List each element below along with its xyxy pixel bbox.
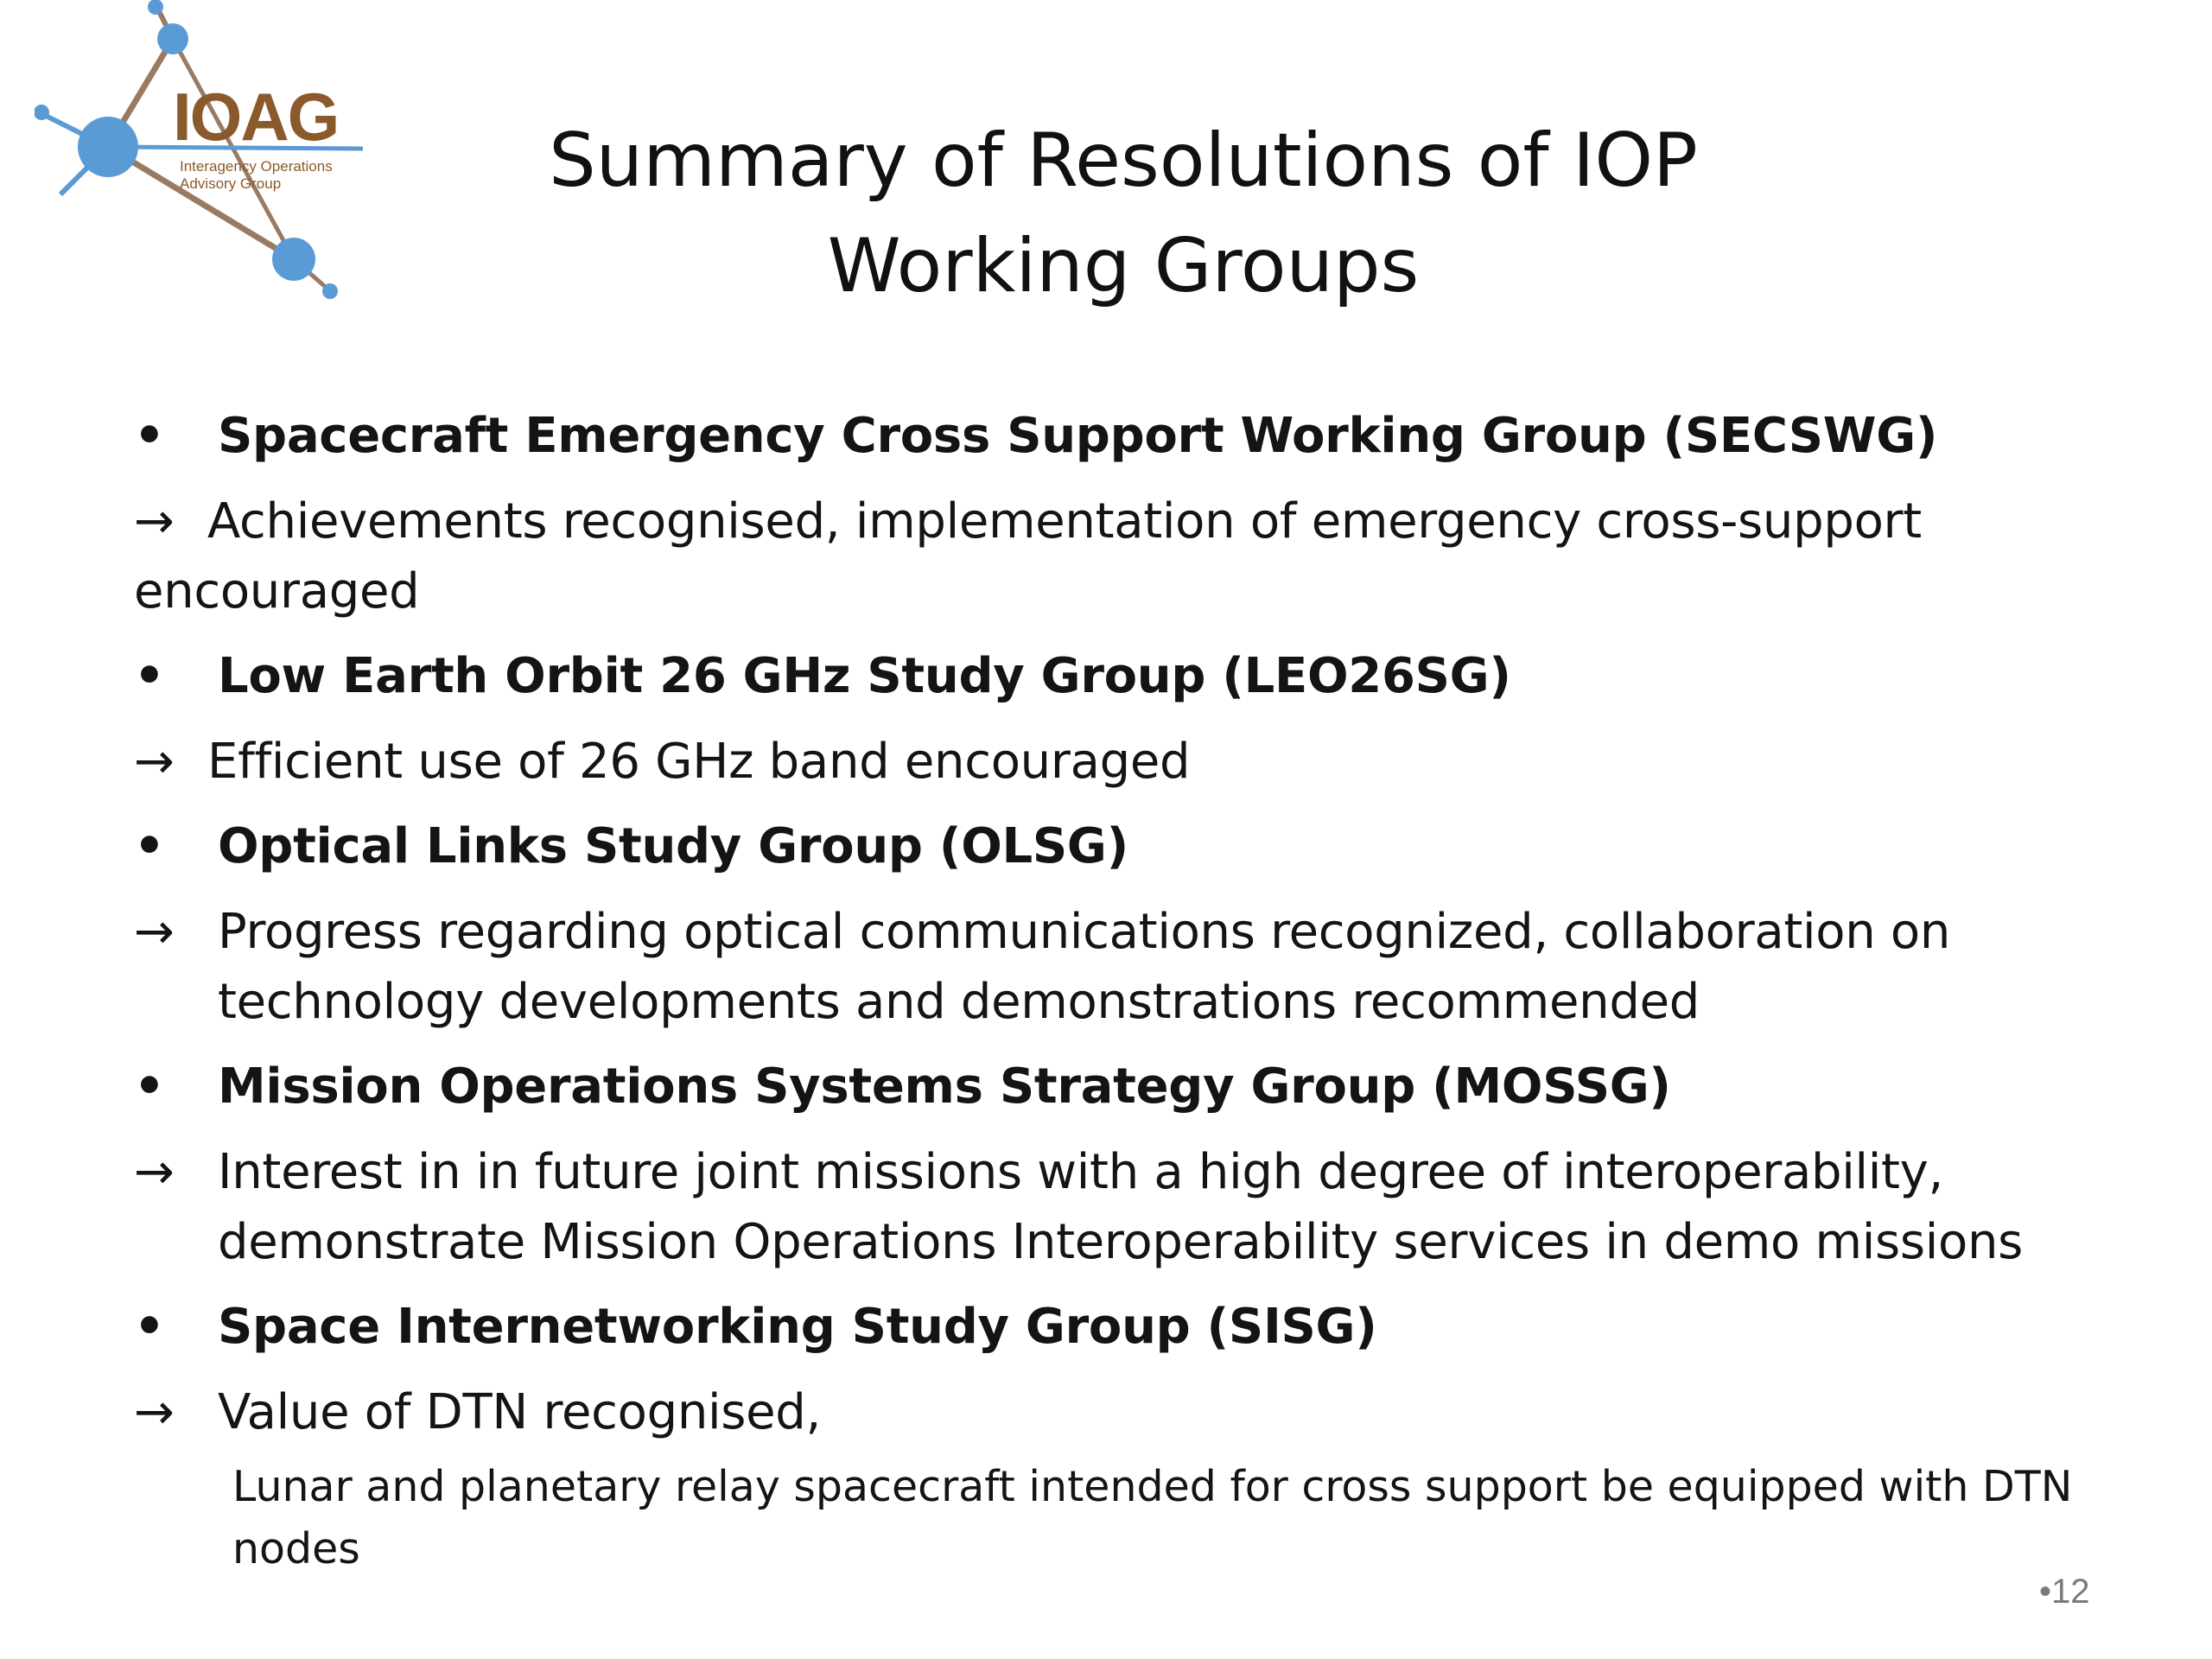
group-result-leo26sg: → Efficient use of 26 GHz band encouraged — [134, 727, 2121, 797]
slide-title-line1: Summary of Resolutions of IOP — [549, 118, 1698, 204]
arrow-right-icon: → — [134, 1144, 175, 1200]
resolution-list — [134, 402, 2121, 1580]
arrow-right-icon: → — [134, 734, 175, 790]
group-heading-mossg: • Mission Operations Systems Strategy Group (MOSSG) — [134, 1052, 2121, 1122]
group-result-secswg: → Achievements recognised, implementation of emergency cross-support encouraged — [134, 486, 2121, 626]
logo-tagline-line2: Advisory Group — [180, 175, 282, 192]
group-subresult-sisg: Lunar and planetary relay spacecraft intended for cross support be equipped with DTN nodes — [232, 1462, 2073, 1573]
group-heading-leo26sg: • Low Earth Orbit 26 GHz Study Group (LEO26SG) — [134, 642, 2121, 711]
bullet-icon: • — [134, 408, 165, 464]
group-result-sisg: → Value of DTN recognised, — [134, 1377, 2121, 1447]
slide-title — [484, 108, 1763, 319]
group-result-olsg: → Progress regarding optical communications recognized, collaboration on technology developments and demonstrations recommended — [134, 897, 2121, 1037]
group-heading-olsg: • Optical Links Study Group (OLSG) — [134, 812, 2121, 881]
arrow-right-icon: → — [134, 904, 175, 960]
logo-tagline-line1: Interagency Operations — [180, 158, 333, 175]
bullet-icon: • — [134, 818, 165, 874]
arrow-right-icon: → — [134, 493, 175, 550]
ioag-logo — [35, 0, 380, 302]
bullet-icon: • — [134, 1058, 165, 1115]
logo-wordmark: IOAG — [173, 79, 339, 155]
bullet-icon: • — [134, 648, 165, 704]
group-heading-secswg: • Spacecraft Emergency Cross Support Working Group (SECSWG) — [134, 402, 2121, 471]
group-heading-sisg: • Space Internetworking Study Group (SISG) — [134, 1293, 2121, 1362]
slide-title-line2: Working Groups — [827, 223, 1420, 309]
group-result-mossg: → Interest in in future joint missions with a high degree of interoperability, demonstrate Mission Operations Interoperability services in demo missions — [134, 1137, 2121, 1277]
bullet-icon: • — [134, 1299, 165, 1355]
page-number: •12 — [2039, 1573, 2090, 1611]
arrow-right-icon: → — [134, 1384, 175, 1440]
